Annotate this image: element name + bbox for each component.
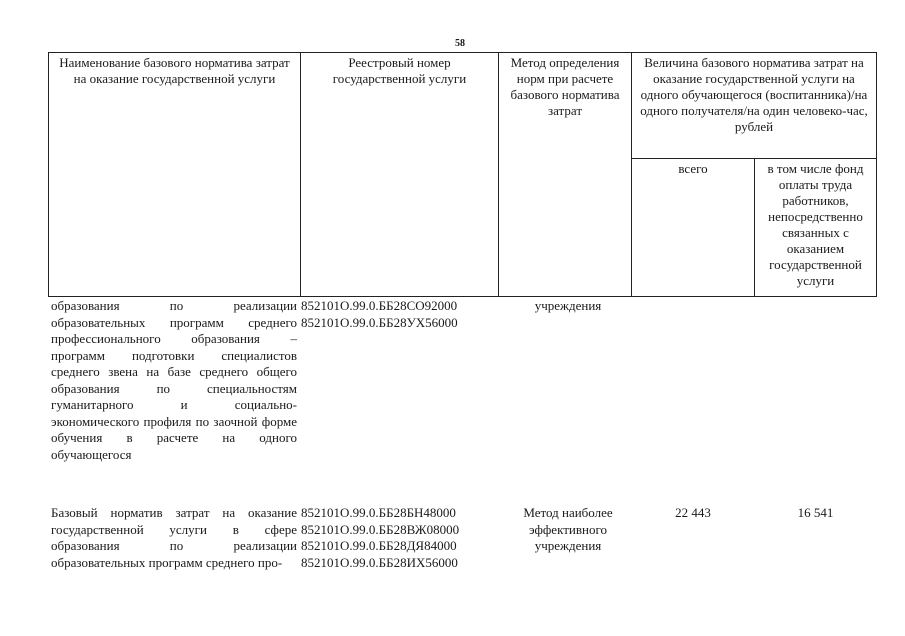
row-fot: 16 541 [797,505,834,520]
row-registry [301,298,496,331]
header-method: Метод определения норм при расчете базового норматива затрат [499,53,632,297]
registry-number: 852101О.99.0.ББ28УХ56000 [301,314,458,330]
registry-number: 852101О.99.0.ББ28ВЖ08000 [301,521,460,537]
row-name: Базовый норматив затрат на оказание государственной услуги в сфере образования по реализации образовательных программ среднего про- [51,505,297,570]
registry-number: 852101О.99.0.ББ28ИХ56000 [301,554,458,570]
page-number: 58 [455,38,465,49]
registry-number: 852101О.99.0.ББ28СО92000 [301,298,458,313]
registry-number: 852101О.99.0.ББ28БН48000 [301,505,456,520]
row-method: Метод наиболее эффективного учреждения [523,505,613,553]
header-total: всего [632,159,755,297]
header-value: Величина базового норматива затрат на оказание государственной услуги на одного обучающегося (воспитанника)/на одного получателя/на один человеко-час, рублей [632,53,877,159]
registry-number: 852101О.99.0.ББ28ДЯ84000 [301,538,457,553]
row-total: 22 443 [675,505,711,520]
row-registry [301,505,496,571]
row-name: образования по реализации образовательных программ среднего профессионального образования – программ подготовки специалистов среднего звена на базе среднего общего образования по специальностям гуманитарного и социально-экономического профиля по заочной форме обучения в расчете на одного обучающегося [51,298,297,462]
table-header [48,52,877,297]
header-name: Наименование базового норматива затрат на оказание государственной услуги [49,53,301,297]
header-registry: Реестровый номер государственной услуги [301,53,499,297]
header-fot: в том числе фонд оплаты труда работников, непосредственно связанных с оказанием государственной услуги [755,159,877,297]
row-method: учреждения [534,298,602,313]
